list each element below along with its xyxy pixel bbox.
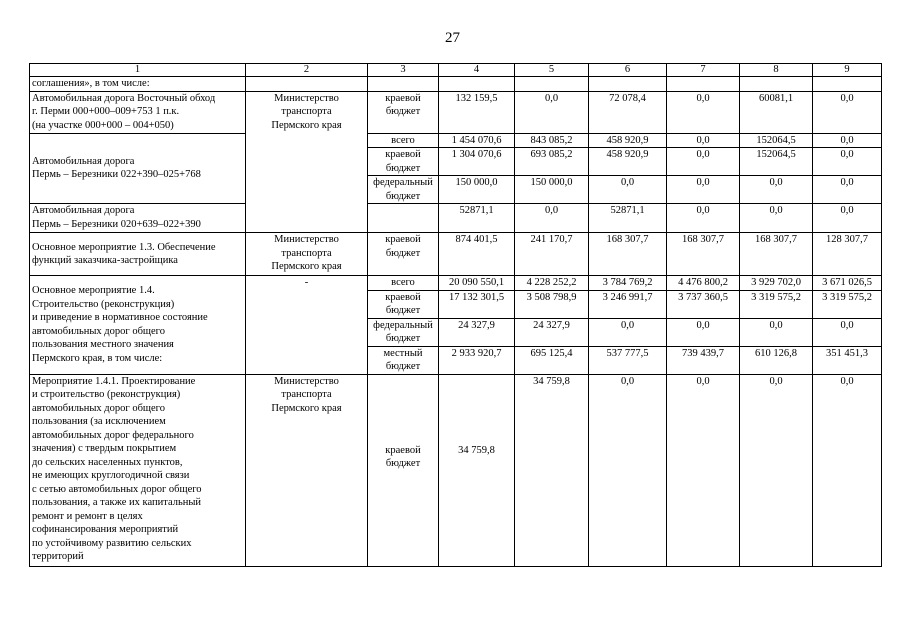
value-cell: 0,0 (813, 148, 882, 176)
value-cell: 4 228 252,2 (515, 276, 589, 291)
value-cell: 168 307,7 (740, 233, 813, 276)
value-cell: 0,0 (813, 204, 882, 233)
value-cell: 693 085,2 (515, 148, 589, 176)
value-cell: 241 170,7 (515, 233, 589, 276)
value-cell: 537 777,5 (589, 346, 667, 374)
value-cell: 3 737 360,5 (667, 290, 740, 318)
value-cell: 0,0 (813, 133, 882, 148)
funding-source: местный бюджет (368, 346, 439, 374)
funding-source: всего (368, 133, 439, 148)
value-cell: 150 000,0 (439, 176, 515, 204)
value-cell: 34 759,8 (439, 374, 515, 566)
value-cell: 0,0 (740, 204, 813, 233)
table-row (30, 374, 882, 566)
value-cell: 3 319 575,2 (740, 290, 813, 318)
value-cell: 0,0 (667, 204, 740, 233)
value-cell: 739 439,7 (667, 346, 740, 374)
value-cell: 0,0 (813, 318, 882, 346)
funding-source: федеральный бюджет (368, 176, 439, 204)
row-name: Автомобильная дорога Пермь – Березники 022+390–025+768 (30, 133, 246, 204)
value-cell: 3 319 575,2 (813, 290, 882, 318)
value-cell: 0,0 (589, 374, 667, 566)
value-cell: 0,0 (740, 176, 813, 204)
value-cell: 1 454 070,6 (439, 133, 515, 148)
value-cell: 52871,1 (589, 204, 667, 233)
funding-source: краевой бюджет (368, 290, 439, 318)
value-cell: 3 929 702,0 (740, 276, 813, 291)
funding-source: федеральный бюджет (368, 318, 439, 346)
value-cell: 0,0 (667, 176, 740, 204)
executor-cell: Министерство транспорта Пермского края (246, 233, 368, 276)
value-cell: 0,0 (667, 374, 740, 566)
value-cell: 132 159,5 (439, 91, 515, 133)
header-cell: 2 (246, 64, 368, 77)
header-cell: 4 (439, 64, 515, 77)
row-name: соглашения», в том числе: (30, 77, 246, 92)
header-cell: 7 (667, 64, 740, 77)
value-cell: 351 451,3 (813, 346, 882, 374)
row-name: Автомобильная дорога Восточный обход г. Перми 000+000–009+753 1 п.к. (на участке 000+000 – 004+050) (30, 91, 246, 133)
value-cell: 695 125,4 (515, 346, 589, 374)
row-name: Автомобильная дорога Пермь – Березники 020+639–022+390 (30, 204, 246, 233)
value-cell: 0,0 (667, 133, 740, 148)
value-cell: 52871,1 (439, 204, 515, 233)
header-row (30, 64, 882, 77)
funding-source: краевой бюджет (368, 91, 439, 133)
value-cell: 0,0 (740, 374, 813, 566)
funding-source: краевой бюджет (368, 374, 439, 566)
table-row (30, 276, 882, 291)
table-row (30, 233, 882, 276)
value-cell: 0,0 (813, 374, 882, 566)
value-cell: 0,0 (667, 318, 740, 346)
page-number: 27 (445, 30, 460, 46)
value-cell: 0,0 (589, 176, 667, 204)
value-cell: 128 307,7 (813, 233, 882, 276)
table-row (30, 91, 882, 133)
executor-cell: Министерство транспорта Пермского края (246, 91, 368, 233)
executor-cell: Министерство транспорта Пермского края (246, 374, 368, 566)
table-row (30, 133, 882, 148)
table-row (30, 77, 882, 92)
value-cell: 0,0 (667, 91, 740, 133)
header-cell: 9 (813, 64, 882, 77)
value-cell: 152064,5 (740, 148, 813, 176)
header-cell: 6 (589, 64, 667, 77)
value-cell: 168 307,7 (667, 233, 740, 276)
value-cell: 3 508 798,9 (515, 290, 589, 318)
executor-cell: - (246, 276, 368, 375)
funding-source: краевой бюджет (368, 233, 439, 276)
value-cell: 0,0 (515, 204, 589, 233)
value-cell: 60081,1 (740, 91, 813, 133)
header-cell: 1 (30, 64, 246, 77)
value-cell: 1 304 070,6 (439, 148, 515, 176)
header-cell: 5 (515, 64, 589, 77)
row-name: Основное мероприятие 1.4. Строительство (реконструкция) и приведение в нормативное состояние автомобильных дорог общего пользования местного значения Пермского края, в том числе: (30, 276, 246, 375)
value-cell: 150 000,0 (515, 176, 589, 204)
value-cell: 72 078,4 (589, 91, 667, 133)
budget-table (29, 63, 882, 567)
value-cell: 3 784 769,2 (589, 276, 667, 291)
value-cell: 0,0 (740, 318, 813, 346)
value-cell: 458 920,9 (589, 148, 667, 176)
value-cell: 0,0 (813, 176, 882, 204)
table-row (30, 204, 882, 233)
value-cell: 20 090 550,1 (439, 276, 515, 291)
value-cell: 24 327,9 (439, 318, 515, 346)
row-name: Основное мероприятие 1.3. Обеспечение функций заказчика-застройщика (30, 233, 246, 276)
value-cell: 24 327,9 (515, 318, 589, 346)
header-cell: 8 (740, 64, 813, 77)
value-cell: 458 920,9 (589, 133, 667, 148)
value-cell: 0,0 (589, 318, 667, 346)
value-cell: 874 401,5 (439, 233, 515, 276)
header-cell: 3 (368, 64, 439, 77)
value-cell: 152064,5 (740, 133, 813, 148)
row-name: Мероприятие 1.4.1. Проектирование и строительство (реконструкция) автомобильных дорог общего пользования (за исключением автомобильных дорог федерального значения) с твердым покрытием до сельских населенных пунктов, не имеющих круглогодичной связи с сетью автомобильных дорог общего пользования, а также их капитальный ремонт и ремонт в целях софинансирования мероприятий по устойчивому развитию сельских территорий (30, 374, 246, 566)
value-cell: 843 085,2 (515, 133, 589, 148)
value-cell: 0,0 (813, 91, 882, 133)
value-cell: 168 307,7 (589, 233, 667, 276)
funding-source: краевой бюджет (368, 148, 439, 176)
value-cell: 3 671 026,5 (813, 276, 882, 291)
value-cell: 0,0 (667, 148, 740, 176)
value-cell: 17 132 301,5 (439, 290, 515, 318)
value-cell: 610 126,8 (740, 346, 813, 374)
value-cell: 34 759,8 (515, 374, 589, 566)
value-cell: 2 933 920,7 (439, 346, 515, 374)
value-cell: 0,0 (515, 91, 589, 133)
funding-source: всего (368, 276, 439, 291)
value-cell: 4 476 800,2 (667, 276, 740, 291)
value-cell: 3 246 991,7 (589, 290, 667, 318)
